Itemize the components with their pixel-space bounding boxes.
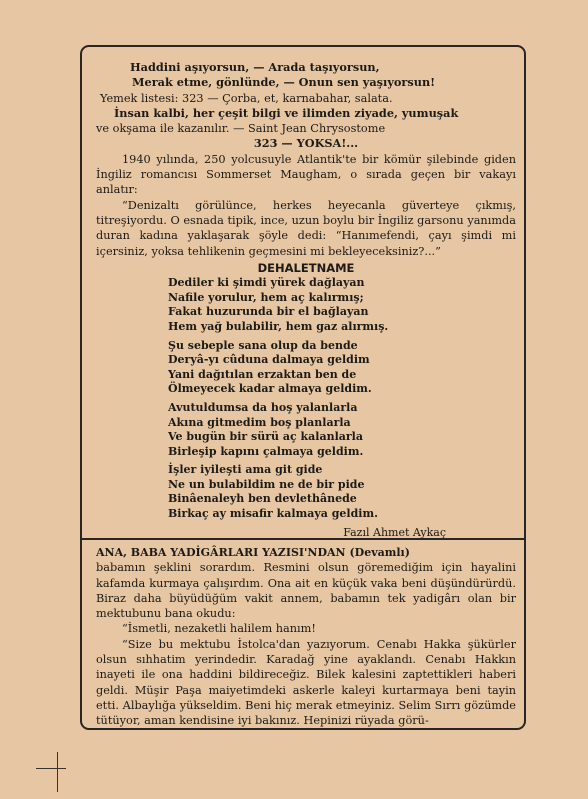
poem-line: Fakat huzurunda bir el bağlayan bbox=[168, 305, 369, 319]
poem-line: Yani dağıtılan erzaktan ben de bbox=[168, 367, 357, 381]
story-quote: “Denizaltı görülünce, herkes heyecanla güverteye çıkmış, titreşiyordu. O esnada tipik, ince, uzun boylu bir İngiliz garsonu yanımda duran kadına yaklaşarak şöyle dedi: “Hanımefendi, çayı şimdi mi içersiniz, yoksa tehlikenin geçmesini mi bekleyeceksiniz?...” bbox=[96, 198, 516, 258]
stanza bbox=[168, 276, 516, 334]
poem-line: Birkaç ay misafir kalmaya geldim. bbox=[168, 507, 378, 521]
poem-line: Şu sebeple sana olup da bende bbox=[168, 338, 358, 352]
poem-author: Fazıl Ahmet Aykaç bbox=[343, 525, 446, 539]
poem bbox=[168, 276, 516, 522]
poem-line: Akına gitmedim boş planlarla bbox=[168, 415, 351, 429]
poem-line: Ölmeyecek kadar almaya geldim. bbox=[168, 382, 372, 396]
poem-line: Ne un bulabildim ne de bir pide bbox=[168, 477, 365, 491]
menu-line: Yemek listesi: 323 — Çorba, et, karnabahar, salata. bbox=[100, 91, 393, 105]
bottom-section bbox=[96, 545, 516, 729]
yoksa-line: 323 — YOKSA!... bbox=[253, 136, 359, 151]
poem-line: Birleşip kapını çalmaya geldim. bbox=[168, 444, 364, 458]
crop-mark-vertical bbox=[57, 752, 58, 792]
article-title bbox=[96, 545, 516, 560]
poem-title: DEHALETNAME bbox=[257, 260, 355, 275]
stanza bbox=[168, 463, 516, 521]
poem-line: Avutuldumsa da hoş yalanlarla bbox=[168, 400, 358, 414]
story-intro: 1940 yılında, 250 yolcusuyle Atlantik'te bir kömür şilebinde giden İngiliz romancısı Sommerset Maugham, o sırada geçen bir vakayı anlatır: bbox=[96, 152, 516, 197]
article-title-suffix: (Devamlı) bbox=[349, 546, 410, 559]
article-para: babamın şeklini sorardım. Resmini olsun göremediğim için hayalini kafamda kurmaya çalışırdım. Ona ait en küçük vaka beni düşündürürdü. Biraz daha büyüdüğüm vakit annem, babamın tek yadigârı olan bir mektubunu bana okudu: bbox=[96, 561, 516, 621]
quote-line-2: ve okşama ile kazanılır. — Saint Jean Chrysostome bbox=[96, 122, 386, 136]
stanza bbox=[168, 401, 516, 459]
header-line-1: Haddini aşıyorsun, — Arada taşıyorsun, bbox=[130, 60, 380, 74]
header-line-2: Merak etme, gönlünde, — Onun sen yaşıyorsun! bbox=[132, 75, 436, 90]
poem-line: Ve bugün bir sürü aç kalanlarla bbox=[168, 430, 363, 444]
poem-line: Hem yağ bulabilir, hem gaz alırmış. bbox=[168, 319, 389, 333]
article-title-main: ANA, BABA YADİGÂRLARI YAZISI'NDAN bbox=[96, 546, 346, 559]
poem-line: Deryâ-yı cûduna dalmaya geldim bbox=[168, 353, 370, 367]
poem-line: Dediler ki şimdi yürek dağlayan bbox=[168, 276, 365, 290]
poem-line: Nafile yorulur, hem aç kalırmış; bbox=[168, 290, 364, 304]
section-divider bbox=[82, 538, 524, 540]
letter-body: “Size bu mektubu İstolca'dan yazıyorum. Cenabı Hakka şükürler olsun sıhhatim yerindedir. Karadağ yine ayaklandı. Cenabı Hakkın inayeti ile ona haddini bildireceğiz. Bilek kalesini zaptettikleri haberi geldi. Müşir Paşa maiyetimdeki askerle kaleyi kurtarmaya beni tayin etti. Albaylığa yükseldim. Beni hiç merak etmeyiniz. Selim Sırrı gözümde tütüyor, aman kendisine iyi bakınız. Hepinizi rüyada görü- bbox=[96, 637, 516, 728]
stanza bbox=[168, 339, 516, 397]
poem-line: Binâenaleyh ben devlethânede bbox=[168, 492, 357, 506]
crop-mark-horizontal bbox=[36, 768, 66, 769]
poem-line: İşler iyileşti ama git gide bbox=[168, 463, 323, 477]
letter-salutation: “İsmetli, nezaketli halilem hanım! bbox=[122, 622, 316, 636]
quote-line-1: İnsan kalbi, her çeşit bilgi ve ilimden ziyade, yumuşak bbox=[114, 105, 459, 120]
top-section bbox=[96, 60, 516, 540]
page-frame bbox=[80, 45, 526, 730]
